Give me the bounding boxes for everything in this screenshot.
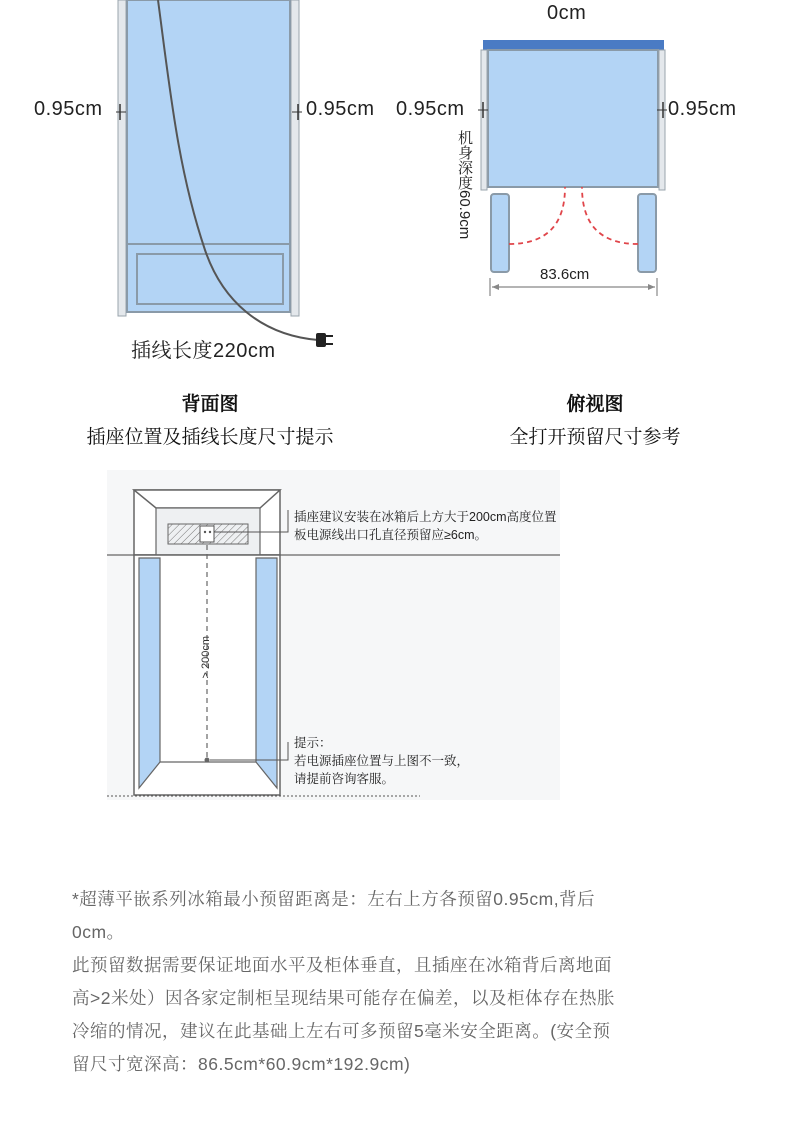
socket-note-line2: 板电源线出口孔直径预留应≥6cm。 (294, 528, 487, 542)
socket-icon (200, 526, 214, 542)
top-view-subtitle: 全打开预留尺寸参考 (509, 427, 681, 448)
top-left-gap-label: 0.95cm (396, 98, 465, 120)
right-cabinet-panel (291, 0, 299, 316)
fridge-body (488, 50, 658, 187)
left-cabinet-panel (118, 0, 126, 316)
back-left-gap-label: 0.95cm (34, 98, 103, 120)
back-view-drawing (0, 0, 395, 370)
footnote-line2: 0cm。 (72, 922, 125, 942)
width-label: 83.6cm (540, 266, 590, 283)
footnote-line4: 高>2米处）因各家定制柜呈现结果可能存在偏差，以及柜体存在热胀 (72, 988, 615, 1008)
left-door-open (491, 194, 509, 272)
tip-line2: 请提前咨询客服。 (294, 772, 395, 786)
top-view-title: 俯视图 (566, 394, 624, 415)
rear-wall-bar (483, 40, 664, 50)
socket-note-line1: 插座建议安装在冰箱后上方大于200cm高度位置 (294, 510, 557, 524)
footnote-line5: 冷缩的情况，建议在此基础上左右可多预留5毫米安全距离。(安全预 (72, 1021, 611, 1041)
tip-title: 提示： (294, 736, 332, 750)
cord-length-label: 插线长度220cm (131, 340, 276, 362)
footnote-line3: 此预留数据需要保证地面水平及柜体垂直，且插座在冰箱背后离地面 (72, 955, 612, 975)
niche-right-wall (256, 558, 277, 788)
top-back-gap-label: 0cm (547, 2, 587, 24)
plug-icon (316, 333, 333, 347)
right-door-swing (582, 187, 638, 244)
back-view-subtitle: 插座位置及插线长度尺寸提示 (86, 427, 334, 448)
niche-left-wall (139, 558, 160, 788)
footnote-block (72, 883, 772, 1081)
footnote-line1: *超薄平嵌系列冰箱最小预留距离是：左右上方各预留0.95cm,背后 (72, 889, 596, 909)
depth-label: 机身深度60.9cm (456, 130, 473, 240)
top-right-gap-label: 0.95cm (668, 98, 737, 120)
back-right-gap-label: 0.95cm (306, 98, 375, 120)
tip-line1: 若电源插座位置与上图不一致， (294, 754, 470, 768)
back-view-title: 背面图 (181, 394, 239, 415)
left-door-swing (509, 187, 565, 244)
footnote-line6: 留尺寸宽深高：86.5cm*60.9cm*192.9cm) (72, 1054, 411, 1074)
right-door-open (638, 194, 656, 272)
height-label: > 200cm (200, 636, 212, 679)
